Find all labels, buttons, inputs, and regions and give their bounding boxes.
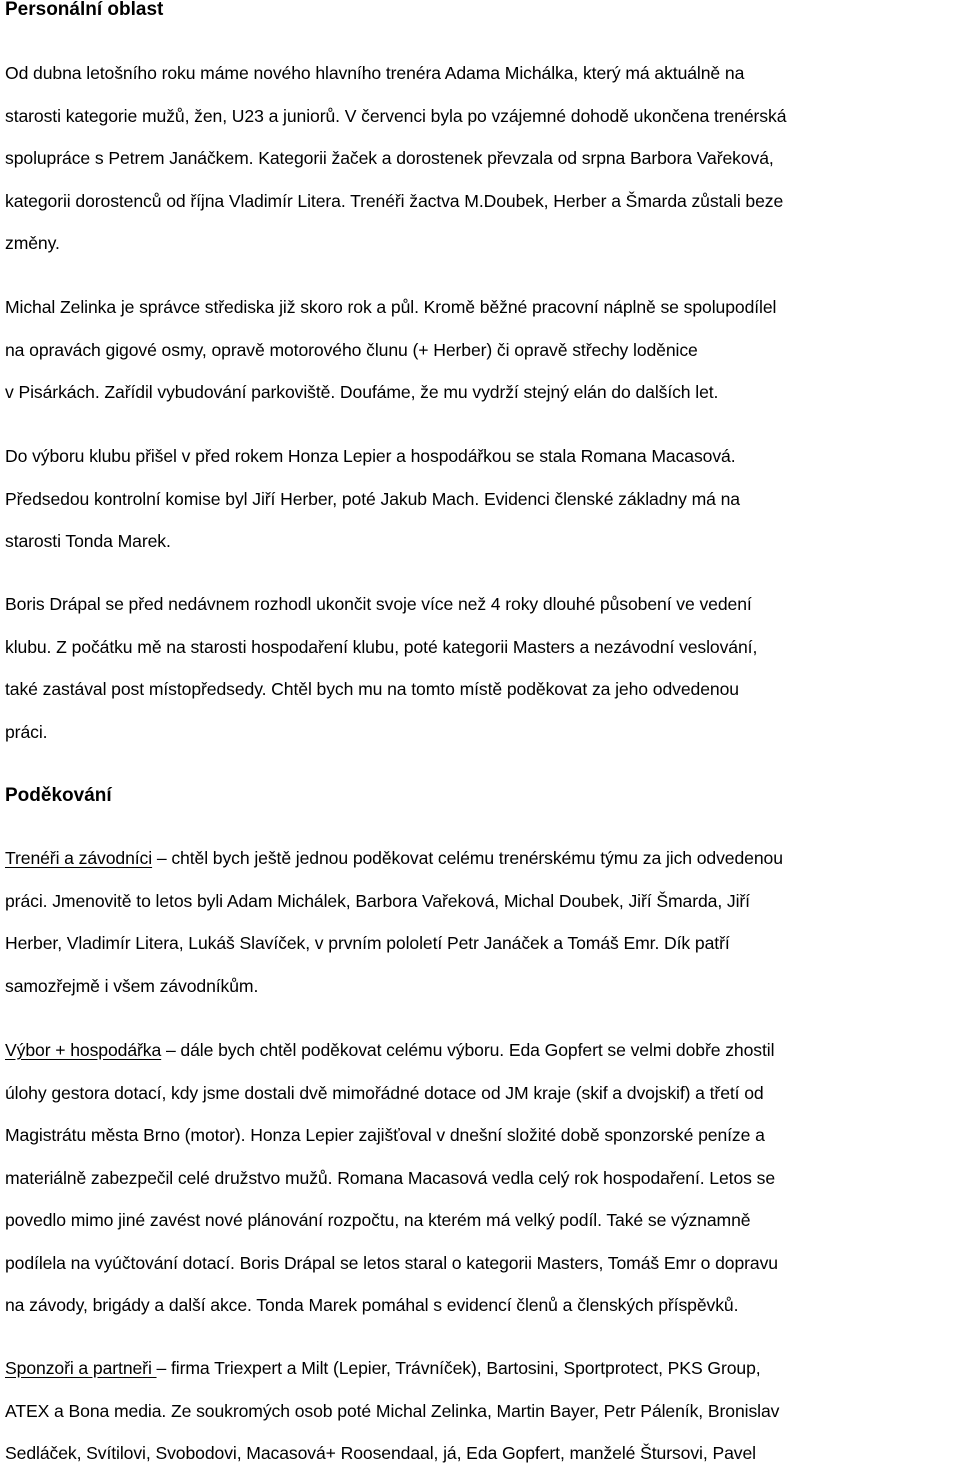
paragraph-thanks-committee: [5, 1029, 778, 1327]
text-line: povedlo mimo jiné zavést nové plánování rozpočtu, na kterém má velký podíl. Také se významně: [5, 1210, 751, 1230]
text-line: změny.: [5, 233, 60, 253]
text-line: starosti Tonda Marek.: [5, 531, 171, 551]
text-line: [5, 1347, 779, 1390]
heading-personalni-oblast: Personální oblast: [5, 0, 164, 20]
heading-podekovani: Poděkování: [5, 785, 112, 806]
text-line: materiálně zabezpečil celé družstvo mužů. Romana Macasová vedla celý rok hospodaření. Letos se: [5, 1167, 776, 1188]
text-line: Michal Zelinka je správce střediska již skoro rok a půl. Kromě běžné pracovní náplně se spolupodílel: [5, 297, 777, 317]
paragraph-thanks-coaches: [5, 837, 783, 1007]
text-line: Boris Drápal se před nedávnem rozhodl ukončit svoje více než 4 roky dlouhé působení ve vedení: [5, 594, 752, 614]
text-line: [5, 837, 783, 880]
paragraph-new-trainer: [5, 52, 786, 265]
underlined-lead: Sponzoři a partneři: [5, 1358, 157, 1378]
text-segment: – chtěl bych ještě jednou poděkovat celému trenérskému týmu za jich odvedenou: [152, 848, 783, 868]
text-line: na závody, brigády a další akce. Tonda Marek pomáhal s evidencí členů a členských příspěvků.: [5, 1295, 739, 1315]
paragraph-facility-manager: [5, 286, 776, 414]
text-line: na opravách gigové osmy, opravě motorového člunu (+ Herber) či opravě střechy loděnice: [5, 339, 698, 360]
text-line: úlohy gestora dotací, kdy jsme dostali dvě mimořádné dotace od JM kraje (skif a dvojskif) a třetí od: [5, 1082, 764, 1103]
text-line: starosti kategorie mužů, žen, U23 a juniorů. V červenci byla po vzájemné dohodě ukončena trenérská: [5, 105, 787, 126]
text-line: Herber, Vladimír Litera, Lukáš Slavíček, v prvním pololetí Petr Janáček a Tomáš Emr. Dík patří: [5, 933, 730, 953]
underlined-lead: Výbor + hospodářka: [5, 1040, 162, 1060]
underlined-lead: Trenéři a závodníci: [5, 848, 153, 868]
text-line: Magistrátu města Brno (motor). Honza Lepier zajišťoval v dnešní složité době sponzorské peníze a: [5, 1125, 765, 1145]
text-line: práci.: [5, 721, 48, 742]
text-line: Do výboru klubu přišel v před rokem Honza Lepier a hospodářkou se stala Romana Macasová.: [5, 446, 736, 466]
text-line: Sedláček, Svítilovi, Svobodovi, Macasová+ Roosendaal, já, Eda Gopfert, manželé Štursovi, Pavel: [5, 1443, 756, 1463]
text-line: podílela na vyúčtování dotací. Boris Drápal se letos staral o kategorii Masters, Tomáš Emr o dopravu: [5, 1252, 778, 1273]
paragraph-boris-drapal: [5, 583, 757, 753]
paragraph-committee: [5, 435, 740, 563]
text-line: kategorii dorostenců od října Vladimír Litera. Trenéři žactva M.Doubek, Herber a Šmarda zůstali beze: [5, 190, 784, 211]
text-line: v Pisárkách. Zařídil vybudování parkoviště. Doufáme, že mu vydrží stejný elán do dalších let.: [5, 382, 719, 402]
text-line: Předsedou kontrolní komise byl Jiří Herber, poté Jakub Mach. Evidenci členské základny má na: [5, 488, 740, 509]
text-line: práci. Jmenovitě to letos byli Adam Michálek, Barbora Vařeková, Michal Doubek, Jiří Šmarda, Jiří: [5, 890, 750, 911]
text-line: Od dubna letošního roku máme nového hlavního trenéra Adama Michálka, který má aktuálně na: [5, 63, 745, 83]
text-line: spolupráce s Petrem Janáčkem. Kategorii žaček a dorostenek převzala od srpna Barbora Vařeková,: [5, 148, 774, 168]
text-line: také zastával post místopředsedy. Chtěl bych mu na tomto místě poděkovat za jeho odvedenou: [5, 679, 739, 699]
text-line: klubu. Z počátku mě na starosti hospodaření klubu, poté kategorii Masters a nezávodní veslování,: [5, 636, 758, 657]
text-line: ATEX a Bona media. Ze soukromých osob poté Michal Zelinka, Martin Bayer, Petr Páleník, Bronislav: [5, 1400, 780, 1421]
paragraph-thanks-sponsors: [5, 1347, 779, 1475]
text-segment: – firma Triexpert a Milt (Lepier, Trávníček), Bartosini, Sportprotect, PKS Group,: [156, 1358, 761, 1378]
text-line: [5, 1029, 778, 1072]
text-line: samozřejmě i všem závodníkům.: [5, 975, 259, 996]
text-segment: – dále bych chtěl poděkovat celému výboru. Eda Gopfert se velmi dobře zhostil: [161, 1040, 775, 1060]
